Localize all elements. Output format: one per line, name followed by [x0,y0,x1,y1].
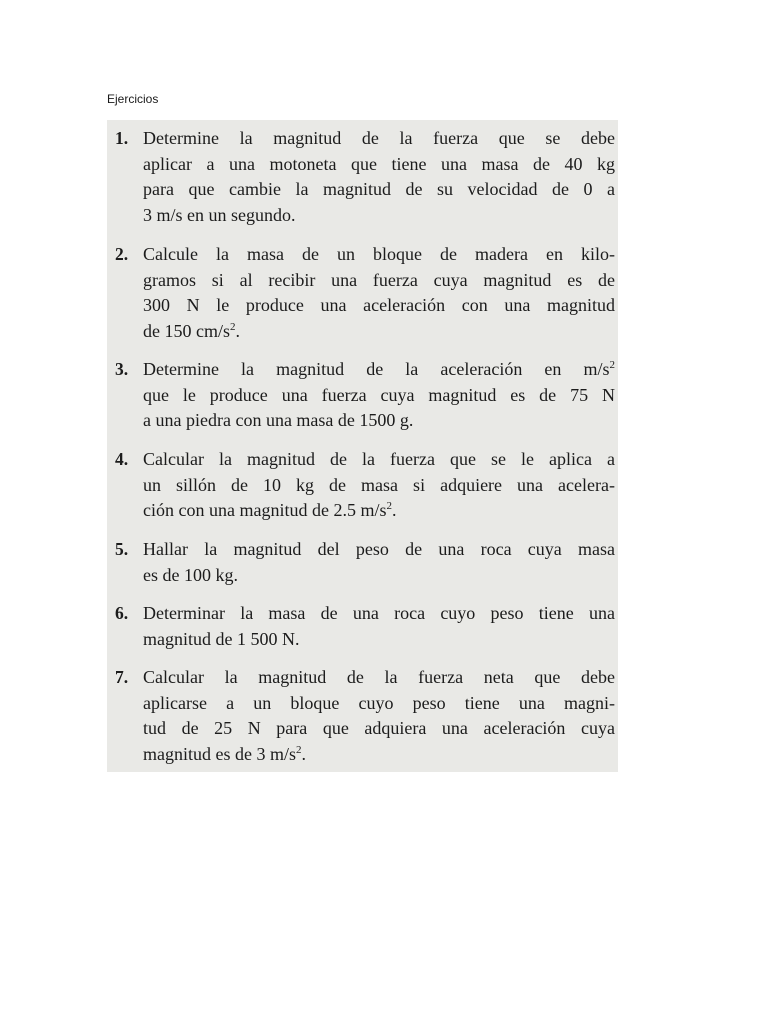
exercise-line: para que cambie la magnitud de su velocidad de 0 a [143,179,615,200]
exercise-line: es de 100 kg. [143,564,238,585]
superscript: 2 [386,500,392,513]
exercise-line: Determine la magnitud de la fuerza que se debe [143,128,615,148]
exercise-line: Calcular la magnitud de la fuerza que se le aplica a [143,449,615,469]
exercise-line [143,498,615,527]
exercise-line: Hallar la magnitud del peso de una roca cuya masa [143,539,615,559]
exercise-list [107,120,618,772]
exercise-line: 3 m/s en un segundo. [143,204,296,225]
exercise-line: un sillón de 10 kg de masa si adquiere una acelera- [143,474,615,495]
exercise-text: . [235,320,240,341]
exercise-text: ción con una magnitud de 2.5 m/s [143,500,387,521]
exercise-line [143,319,615,348]
exercise-line: tud de 25 N para que adquiera una aceleración cuya [143,718,615,739]
exercise-line: aplicar a una motoneta que tiene una masa de 40 kg [143,153,615,174]
exercise-line [143,357,615,386]
page-heading: Ejercicios [107,92,159,106]
exercise-number: 5. [115,539,129,559]
exercise-number: 3. [115,359,129,379]
exercise-text: de 150 cm/s [143,320,230,341]
exercise-line: Calcule la masa de un bloque de madera en kilo- [143,244,615,264]
exercise-text: . [391,500,397,521]
exercise-text: magnitud es de 3 m/s [143,743,296,764]
exercise-line: gramos si al recibir una fuerza cuya magnitud es de [143,269,615,290]
exercise-number: 2. [115,244,129,264]
superscript: 2 [609,359,615,371]
exercise-text: Determine la magnitud de la aceleración en m/s [143,359,610,379]
exercise-number: 1. [115,128,129,148]
exercise-line: 300 N le produce una aceleración con una magnitud [143,295,615,316]
exercise-number: 6. [115,603,129,623]
exercise-line: Determinar la masa de una roca cuyo peso tiene una [143,603,615,623]
exercise-text: . [301,743,306,764]
exercise-line: que le produce una fuerza cuya magnitud es de 75 N [143,384,615,405]
exercise-line: Calcular la magnitud de la fuerza neta que debe [143,667,615,687]
exercise-number: 4. [115,449,129,469]
exercise-line [143,742,615,771]
exercise-line: a una piedra con una masa de 1500 g. [143,410,414,431]
superscript: 2 [295,743,302,756]
exercise-number: 7. [115,667,129,687]
exercise-line: magnitud de 1 500 N. [143,628,300,649]
exercise-line: aplicarse a un bloque cuyo peso tiene una magni- [143,692,615,713]
superscript: 2 [230,320,236,333]
